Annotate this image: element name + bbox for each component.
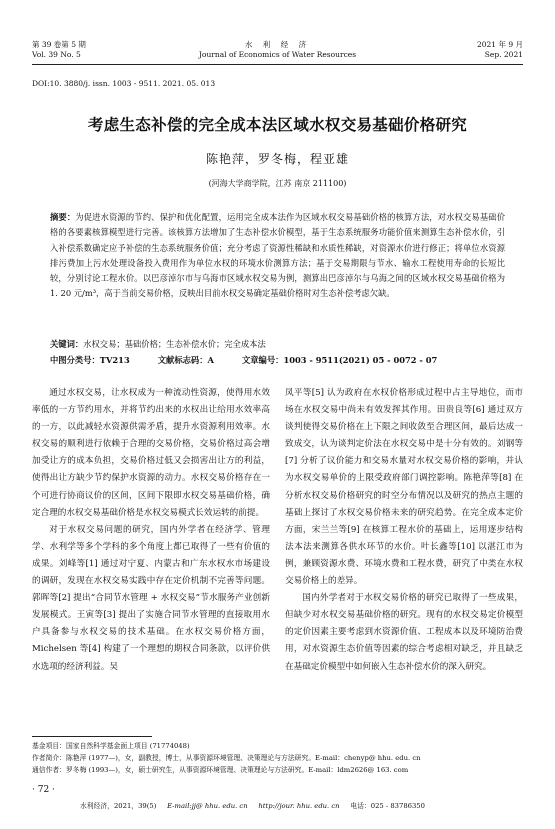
- body-paragraph: 国内外学者对于水权交易价格的研究已取得了一些成果，但缺少对水权交易基础价格的研究。现有的水权交易定价模型的定价因素主要考虑到水资源价值、工程成本以及环境防治费用，对水资源生态价值等因素的综合考虑相对缺乏，并且缺乏在基础定价模型中如何嵌入生态补偿水价的深入研究。: [285, 593, 523, 672]
- keywords-label: 关键词：: [50, 339, 84, 349]
- issue-cn: 第 39 卷第 5 期: [32, 40, 86, 49]
- date-cn: 2021 年 9 月: [476, 40, 523, 49]
- abstract-text: 为促进水资源的节约、保护和优化配置，运用完全成本法作为区域水权交易基础价格的核算方法，对水权交易基础价格的各要素核算模型进行完善。该核算方法增加了生态补偿水价模型，基于生态系统服务功能价值来测算生态补偿水价，引入补偿系数确定应予补偿的生态系统服务价值；充分考虑了资源性稀缺和水质性稀缺，对资源水价进行修正；将单位水资源排污费加上污水处理设备投入费用作为单位水权的环境水价测算方法；基于交易期限与节水、输水工程使用寿命的长短比较，分别讨论工程水价。以巴彦淖尔市与乌海市区域水权交易为例，测算出巴彦淖尔与乌海之间的区域水权交易基础价格为 1. 20 元/m³，高于当前交易价格，反映出目前水权交易确定基础价格时对生态补偿考虑欠缺。: [50, 212, 505, 299]
- abstract: [50, 210, 505, 302]
- footnote-corresponding: 通信作者：罗冬梅 (1993—)，女，硕士研究生，从事资源环境管理、决策理论与方法研究。E-mail：ldm2626@ 163. com: [32, 766, 409, 774]
- journal-name: [32, 40, 523, 60]
- journal-en: Journal of Economics of Water Resources: [198, 50, 357, 59]
- footer-url[interactable]: http://jour. hhu. edu. cn: [258, 802, 340, 810]
- body-column-left: [32, 385, 270, 676]
- journal-cn: 水 利 经 济: [244, 40, 311, 49]
- issue-en: Vol. 39 No. 5: [32, 50, 81, 59]
- body-paragraph: 对于水权交易问题的研究，国内外学者在经济学、管理学、水利学等多个学科的多个角度上都已取得了一些有价值的成果。刘峰等[1] 通过对宁夏、内蒙古和广东水权水市场建设的调研，发现在水权交易实践中存在定价机制不完善等问题。郭晖等[2] 提出“合同节水管理 + 水权交易”节水服务产业创新发展模式。王寅等[3] 提出了实施合同节水管理的直接取用水户具备参与水权交易的技术基础。在水权交易价格方面，Michelsen 等[4] 构建了一个理想的期权合同条款，以评价供水选项的经济利益。吴: [32, 524, 270, 672]
- keywords: [50, 337, 505, 351]
- body-column-right: [285, 385, 523, 676]
- body-paragraph: 凤平等[5] 认为政府在水权价格形成过程中占主导地位，而市场在水权交易中尚未有效发挥其作用。田贵良等[6] 通过双方谈判使得交易价格在上下限之间收敛至合理区间，最后达成一致成交，认为谈判定价法在水权交易中是十分有效的。刘钢等[7] 分析了议价能力和交易水量对水权交易价格的影响，并认为水权交易单价的上限受政府部门调控影响。陈艳萍等[8] 在分析水权交易价格研究的时空分布情况以及研究的热点主题的基础上探讨了水权交易价格未来的研究趋势。在完全成本定价方面，宋兰兰等[9] 在核算工程水价的基础上，运用逐步结构法本法来测算各供水环节的水价。叶长鑫等[10] 以湛江市为例，兼顾资源水费、环境水费和工程水费，研究了中类在水权交易价格上的差异。: [285, 388, 523, 587]
- footnote-divider: [32, 736, 152, 737]
- doi[interactable]: DOI:10. 3880/j. issn. 1003 - 9511. 2021. 05. 013: [32, 79, 216, 88]
- date-en: Sep. 2021: [484, 50, 523, 59]
- abstract-label: 摘要：: [50, 212, 76, 222]
- authors: 陈艳萍，罗冬梅，程亚雄: [205, 152, 349, 166]
- paper-title: 考虑生态补偿的完全成本法区域水权交易基础价格研究: [87, 115, 468, 134]
- page-number: · 72 ·: [32, 785, 55, 795]
- affiliation: (河海大学商学院，江苏 南京 211100): [208, 179, 347, 188]
- document-code: 文献标志码：A: [157, 355, 214, 365]
- footnote-author: 作者简介：陈艳萍 (1977—)，女，副教授，博士，从事资源环境管理、决策理论与方法研究。E-mail：chenyp@ hhu. edu. cn: [32, 754, 421, 762]
- footnote-funding: 基金项目：国家自然科学基金面上项目 (71774048): [32, 742, 190, 750]
- body-paragraph: 通过水权交易，让水权成为一种流动性资源，使得用水效率低的一方节约用水，并将节约出来的水权出让给用水效率高的一方，以此减轻水资源供需矛盾，提升水资源利用效率。水权交易的顺利进行依赖于合理的交易价格，交易价格过高会增加受让方的成本负担，交易价格过低又会损害出让方的利益，使得出让方缺少节约保护水资源的动力。水权交易价格存在一个可进行协商议价的区间，区间下限即水权交易基础价格，确定合理的水权交易基础价格是水权交易模式长效运转的前提。: [32, 388, 270, 518]
- issue-date: [477, 40, 523, 60]
- keywords-text: 水权交易；基础价格；生态补偿水价；完全成本法: [83, 339, 266, 349]
- page-footer: [80, 800, 425, 810]
- header-divider: [32, 64, 523, 65]
- clc-number: 中图分类号：TV213: [50, 355, 130, 365]
- footer-email[interactable]: E-mail:jj@ hhu. edu. cn: [167, 802, 248, 810]
- footer-phone: 电话：025 - 83786350: [350, 802, 425, 810]
- article-number: 文章编号：1003 - 9511(2021) 05 - 0072 - 07: [241, 355, 438, 365]
- footer-journal: 水利经济，2021，39(5): [80, 802, 157, 810]
- classification-line: [50, 353, 520, 367]
